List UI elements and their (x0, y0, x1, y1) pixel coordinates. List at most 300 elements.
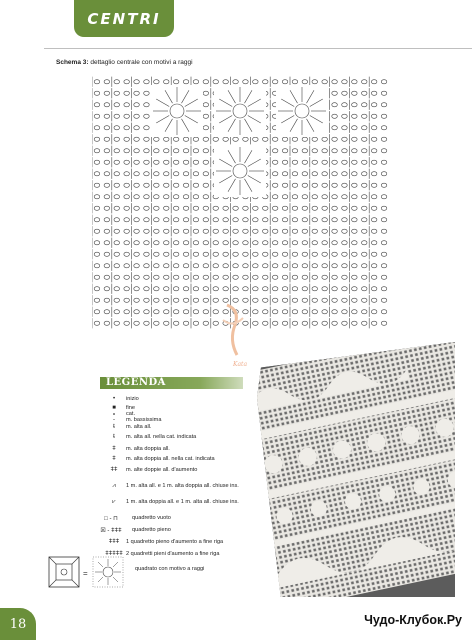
chain-stitch (352, 80, 358, 84)
chain-stitch (381, 103, 387, 107)
chain-stitch (361, 252, 367, 256)
chain-stitch (144, 195, 150, 199)
chain-stitch (94, 172, 100, 176)
chain-stitch (183, 172, 189, 176)
chain-stitch (163, 137, 169, 141)
chain-stitch (193, 287, 199, 291)
chain-stitch (163, 172, 169, 176)
chain-stitch (282, 195, 288, 199)
chain-stitch (154, 241, 160, 245)
chain-stitch (124, 195, 130, 199)
chain-stitch (183, 195, 189, 199)
chain-stitch (253, 137, 259, 141)
chain-stitch (322, 206, 328, 210)
chain-stitch (114, 206, 120, 210)
chain-stitch (134, 287, 140, 291)
chain-stitch (262, 80, 268, 84)
chain-stitch (352, 160, 358, 164)
chain-stitch (94, 298, 100, 302)
chain-stitch (183, 298, 189, 302)
chain-stitch (114, 114, 120, 118)
chain-stitch (183, 252, 189, 256)
chain-stitch (371, 103, 377, 107)
chain-stitch (371, 298, 377, 302)
chain-stitch (173, 195, 179, 199)
chain-stitch (342, 114, 348, 118)
chain-stitch (233, 264, 239, 268)
chain-stitch (173, 137, 179, 141)
chain-stitch (114, 241, 120, 245)
chain-stitch (203, 103, 209, 107)
chain-stitch (282, 252, 288, 256)
chain-stitch (163, 310, 169, 314)
chain-stitch (361, 80, 367, 84)
chain-stitch (223, 80, 229, 84)
chain-stitch (203, 218, 209, 222)
chain-stitch (371, 241, 377, 245)
chain-stitch (203, 195, 209, 199)
chain-stitch (243, 137, 249, 141)
chain-stitch (322, 287, 328, 291)
chain-stitch (134, 195, 140, 199)
chain-stitch (302, 321, 308, 325)
chain-stitch (124, 275, 130, 279)
chain-stitch (371, 252, 377, 256)
chain-stitch (292, 195, 298, 199)
chain-stitch (332, 321, 338, 325)
chain-stitch (371, 229, 377, 233)
chain-stitch (94, 160, 100, 164)
chain-stitch (332, 195, 338, 199)
increase-icon: ǂǂ (110, 467, 118, 473)
chain-stitch (193, 298, 199, 302)
chain-stitch (94, 229, 100, 233)
chain-stitch (144, 287, 150, 291)
chain-stitch (371, 321, 377, 325)
chain-stitch (381, 80, 387, 84)
chain-stitch (322, 80, 328, 84)
chain-stitch (292, 160, 298, 164)
chain-stitch (352, 126, 358, 130)
chain-stitch (124, 183, 130, 187)
chain-stitch (163, 183, 169, 187)
chain-stitch (173, 310, 179, 314)
chain-stitch (342, 80, 348, 84)
chain-stitch (282, 149, 288, 153)
chain-stitch (282, 80, 288, 84)
chain-stitch (183, 80, 189, 84)
chain-stitch (243, 287, 249, 291)
chain-stitch (381, 160, 387, 164)
chain-stitch (371, 91, 377, 95)
square-filled-icon: ■ (112, 405, 116, 411)
svg-text:Kata: Kata (233, 361, 248, 368)
chain-stitch (381, 91, 387, 95)
chain-stitch (381, 183, 387, 187)
chain-stitch (134, 103, 140, 107)
chain-stitch (243, 241, 249, 245)
chain-stitch (262, 218, 268, 222)
chain-stitch (312, 172, 318, 176)
chain-stitch (114, 287, 120, 291)
chain-stitch (134, 218, 140, 222)
chain-stitch (104, 252, 110, 256)
chain-stitch (282, 218, 288, 222)
chain-stitch (104, 80, 110, 84)
double-treble-in-chain-icon: ǂ (112, 456, 116, 462)
chain-stitch (203, 298, 209, 302)
chain-stitch (114, 264, 120, 268)
chain-stitch (322, 172, 328, 176)
chain-stitch (253, 241, 259, 245)
chain-stitch (292, 241, 298, 245)
chain-stitch (342, 264, 348, 268)
chain-stitch (144, 218, 150, 222)
chain-stitch (292, 183, 298, 187)
chain-stitch (114, 298, 120, 302)
chain-stitch (183, 206, 189, 210)
chain-stitch (134, 114, 140, 118)
chain-stitch (292, 298, 298, 302)
chain-stitch (94, 241, 100, 245)
chain-stitch (233, 229, 239, 233)
chain-stitch (352, 321, 358, 325)
watermark-logo (215, 300, 255, 370)
chain-stitch (352, 103, 358, 107)
chain-stitch (332, 172, 338, 176)
chain-stitch (124, 114, 130, 118)
chain-stitch (203, 172, 209, 176)
page-number: 18 (9, 616, 27, 632)
chain-stitch (381, 126, 387, 130)
chain-stitch (292, 206, 298, 210)
chain-stitch (203, 160, 209, 164)
chain-stitch (332, 114, 338, 118)
chain-stitch (262, 287, 268, 291)
chain-stitch (154, 149, 160, 153)
chain-stitch (104, 103, 110, 107)
chain-stitch (282, 183, 288, 187)
chain-stitch (381, 172, 387, 176)
chain-stitch (381, 149, 387, 153)
chain-stitch (154, 80, 160, 84)
chain-stitch (223, 206, 229, 210)
scheme-caption (56, 59, 193, 66)
chain-stitch (124, 172, 130, 176)
chain-stitch (282, 298, 288, 302)
chain-stitch (213, 229, 219, 233)
chain-stitch (282, 310, 288, 314)
chain-stitch (223, 252, 229, 256)
crochet-chart (92, 76, 389, 329)
chain-stitch (322, 252, 328, 256)
chain-stitch (223, 287, 229, 291)
chain-stitch (371, 287, 377, 291)
chain-stitch (173, 287, 179, 291)
chain-stitch (292, 80, 298, 84)
chain-stitch (233, 252, 239, 256)
chain-stitch (144, 114, 150, 118)
chain-stitch (322, 310, 328, 314)
chain-stitch (253, 206, 259, 210)
chain-stitch (381, 241, 387, 245)
chain-stitch (104, 321, 110, 325)
chain-stitch (381, 206, 387, 210)
chain-stitch (173, 80, 179, 84)
chain-stitch (332, 275, 338, 279)
chain-stitch (203, 80, 209, 84)
chain-stitch (114, 103, 120, 107)
chain-stitch (243, 264, 249, 268)
chain-stitch (302, 160, 308, 164)
chain-stitch (144, 206, 150, 210)
chain-stitch (163, 80, 169, 84)
chain-stitch (371, 310, 377, 314)
chain-stitch (193, 137, 199, 141)
chain-stitch (104, 126, 110, 130)
legend-title: LEGENDA (106, 377, 166, 388)
cluster-right-icon: ⩗ (112, 499, 116, 505)
chain-stitch (332, 80, 338, 84)
chain-stitch (342, 287, 348, 291)
chain-stitch (361, 149, 367, 153)
chain-stitch (272, 252, 278, 256)
chain-stitch (173, 321, 179, 325)
chain-stitch (312, 298, 318, 302)
chain-stitch (203, 275, 209, 279)
chain-stitch (312, 206, 318, 210)
chain-stitch (173, 183, 179, 187)
chain-stitch (114, 218, 120, 222)
chain-stitch (193, 160, 199, 164)
chain-stitch (322, 149, 328, 153)
chain-stitch (104, 218, 110, 222)
chain-stitch (302, 241, 308, 245)
chain-stitch (352, 195, 358, 199)
chain-stitch (183, 264, 189, 268)
chain-stitch (163, 206, 169, 210)
chain-stitch (342, 310, 348, 314)
scheme-description: dettaglio centrale con motivi a raggi (88, 59, 193, 66)
chain-stitch (361, 206, 367, 210)
chain-stitch (193, 218, 199, 222)
chain-stitch (292, 252, 298, 256)
chain-stitch (342, 183, 348, 187)
chain-stitch (233, 218, 239, 222)
chain-stitch (361, 114, 367, 118)
chain-stitch (223, 137, 229, 141)
chain-stitch (124, 160, 130, 164)
chain-stitch (173, 206, 179, 210)
chain-stitch (223, 241, 229, 245)
chain-stitch (114, 275, 120, 279)
chain-stitch (332, 206, 338, 210)
chain-stitch (104, 241, 110, 245)
chain-stitch (124, 137, 130, 141)
chain-stitch (302, 149, 308, 153)
chain-stitch (203, 206, 209, 210)
chain-stitch (213, 206, 219, 210)
chain-stitch (144, 252, 150, 256)
chain-stitch (292, 321, 298, 325)
chain-stitch (124, 310, 130, 314)
chain-stitch (292, 137, 298, 141)
chain-stitch (302, 183, 308, 187)
chain-stitch (104, 229, 110, 233)
chain-stitch (361, 103, 367, 107)
chain-stitch (381, 264, 387, 268)
chain-stitch (203, 183, 209, 187)
chain-stitch (342, 218, 348, 222)
chain-stitch (154, 264, 160, 268)
chain-stitch (124, 287, 130, 291)
chain-stitch (253, 80, 259, 84)
chain-stitch (361, 195, 367, 199)
chain-stitch (183, 275, 189, 279)
chain-stitch (342, 126, 348, 130)
chain-stitch (352, 310, 358, 314)
chain-stitch (203, 137, 209, 141)
chain-stitch (193, 321, 199, 325)
chain-stitch (154, 298, 160, 302)
chain-stitch (173, 172, 179, 176)
chain-stitch (193, 149, 199, 153)
chain-stitch (352, 252, 358, 256)
chain-stitch (381, 287, 387, 291)
chain-stitch (134, 172, 140, 176)
chain-stitch (104, 114, 110, 118)
chain-stitch (193, 80, 199, 84)
chain-stitch (203, 264, 209, 268)
chain-stitch (381, 195, 387, 199)
chain-stitch (272, 275, 278, 279)
chain-stitch (163, 287, 169, 291)
chain-stitch (253, 252, 259, 256)
chain-stitch (173, 264, 179, 268)
chain-stitch (213, 264, 219, 268)
chain-stitch (292, 264, 298, 268)
chain-stitch (322, 229, 328, 233)
chain-stitch (302, 195, 308, 199)
chain-stitch (342, 298, 348, 302)
chain-stitch (302, 229, 308, 233)
cluster-left-icon: ⩘ (112, 483, 116, 489)
chain-stitch (163, 275, 169, 279)
chain-stitch (94, 206, 100, 210)
chain-stitch (104, 183, 110, 187)
chain-stitch (302, 172, 308, 176)
chain-stitch (352, 264, 358, 268)
chain-stitch (134, 149, 140, 153)
chain-stitch (371, 160, 377, 164)
chain-stitch (193, 241, 199, 245)
chain-stitch (292, 149, 298, 153)
chain-stitch (173, 241, 179, 245)
chain-stitch (233, 241, 239, 245)
chain-stitch (154, 310, 160, 314)
chain-stitch (203, 310, 209, 314)
chain-stitch (381, 321, 387, 325)
chain-stitch (193, 195, 199, 199)
chain-stitch (371, 137, 377, 141)
chain-stitch (361, 218, 367, 222)
chain-stitch (352, 241, 358, 245)
chain-stitch (104, 137, 110, 141)
chain-stitch (302, 218, 308, 222)
chain-stitch (183, 160, 189, 164)
chain-stitch (144, 160, 150, 164)
chain-stitch (134, 91, 140, 95)
chain-stitch (352, 287, 358, 291)
chain-stitch (243, 229, 249, 233)
chain-stitch (302, 275, 308, 279)
chain-stitch (282, 321, 288, 325)
chain-stitch (282, 241, 288, 245)
lace-pattern-image (257, 342, 455, 597)
chain-stitch (173, 149, 179, 153)
chain-stitch (282, 206, 288, 210)
chain-stitch (134, 206, 140, 210)
chain-stitch (371, 195, 377, 199)
chain-stitch (381, 229, 387, 233)
chain-stitch (332, 310, 338, 314)
chain-stitch (371, 80, 377, 84)
chain-stitch (302, 298, 308, 302)
chain-stitch (243, 80, 249, 84)
chain-stitch (302, 80, 308, 84)
chain-stitch (104, 264, 110, 268)
chain-stitch (163, 229, 169, 233)
chain-stitch (193, 183, 199, 187)
chain-stitch (243, 252, 249, 256)
chain-stitch (144, 264, 150, 268)
chain-stitch (272, 160, 278, 164)
chain-stitch (114, 321, 120, 325)
lace-photo (257, 342, 455, 597)
chain-stitch (253, 229, 259, 233)
chain-stitch (213, 275, 219, 279)
chain-stitch (94, 103, 100, 107)
chain-stitch (361, 126, 367, 130)
chain-stitch (361, 241, 367, 245)
chain-stitch (282, 137, 288, 141)
chain-stitch (371, 149, 377, 153)
chain-stitch (302, 137, 308, 141)
chain-stitch (342, 206, 348, 210)
chain-stitch (371, 114, 377, 118)
chain-stitch (272, 149, 278, 153)
chain-stitch (114, 172, 120, 176)
chain-stitch (381, 298, 387, 302)
chain-stitch (144, 298, 150, 302)
chain-stitch (253, 264, 259, 268)
chain-stitch (173, 298, 179, 302)
chain-stitch (154, 252, 160, 256)
scheme-label: Schema 3: (56, 59, 89, 66)
chain-stitch (352, 114, 358, 118)
chain-stitch (114, 126, 120, 130)
chain-stitch (371, 126, 377, 130)
chain-stitch (163, 218, 169, 222)
chain-stitch (104, 91, 110, 95)
chain-stitch (124, 321, 130, 325)
chain-stitch (183, 229, 189, 233)
chain-stitch (124, 80, 130, 84)
chain-stitch (322, 298, 328, 302)
chain-stitch (272, 137, 278, 141)
section-title: CENTRI (87, 9, 161, 28)
chain-stitch (233, 206, 239, 210)
